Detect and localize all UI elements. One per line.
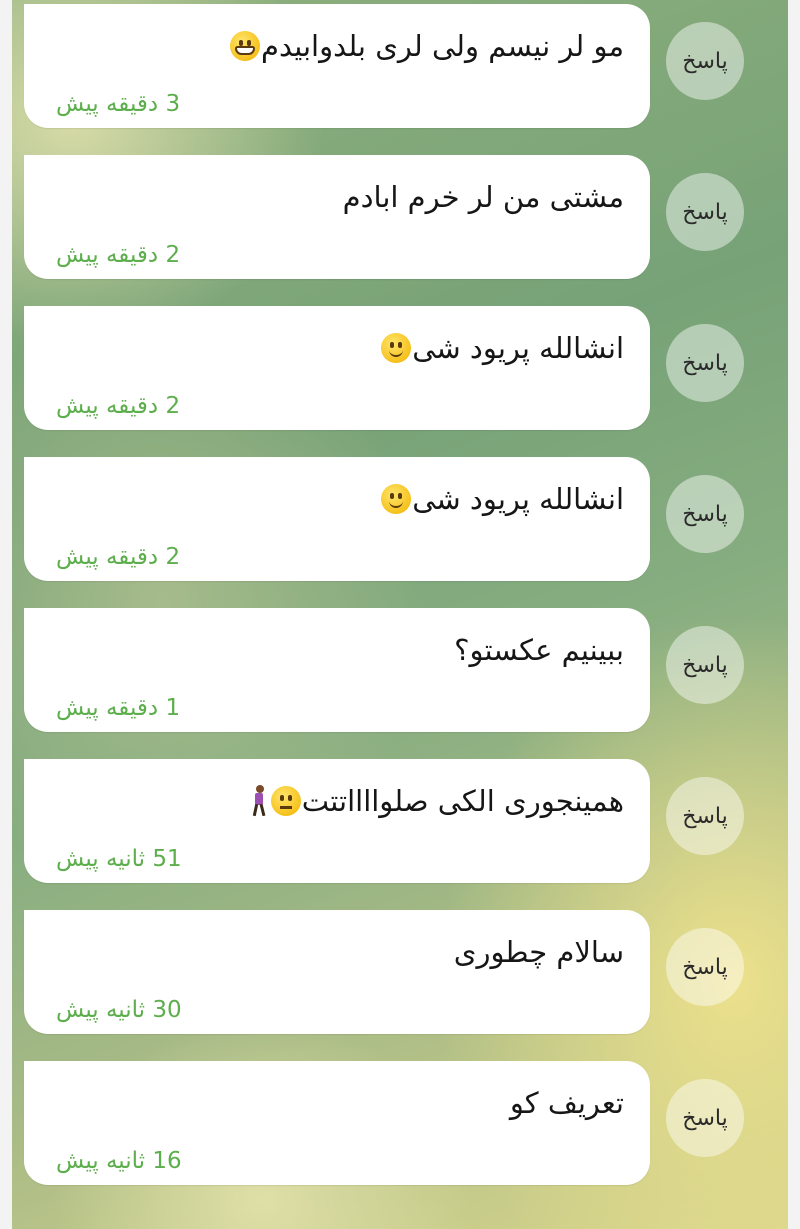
message-bubble[interactable]	[24, 4, 650, 128]
reply-button[interactable]: پاسخ	[666, 22, 744, 100]
reply-button[interactable]: پاسخ	[666, 777, 744, 855]
message-text: انشالله پریود شی	[380, 330, 624, 366]
reply-button[interactable]: پاسخ	[666, 475, 744, 553]
slightly-smiling-face-emoji	[381, 333, 411, 363]
message-time: 2 دقیقه پیش	[56, 242, 181, 268]
message-bubble[interactable]	[24, 457, 650, 581]
reply-button[interactable]: پاسخ	[666, 324, 744, 402]
message-text: ببینیم عکستو؟	[454, 633, 624, 667]
reply-button[interactable]: پاسخ	[666, 626, 744, 704]
message-text: انشالله پریود شی	[380, 481, 624, 517]
message-time: 16 ثانیه پیش	[56, 1148, 182, 1174]
reply-button[interactable]: پاسخ	[666, 173, 744, 251]
grinning-face-emoji	[230, 31, 260, 61]
message-bubble[interactable]	[24, 306, 650, 430]
reply-button[interactable]: پاسخ	[666, 1079, 744, 1157]
message-time: 30 ثانیه پیش	[56, 997, 182, 1023]
reply-button[interactable]: پاسخ	[666, 928, 744, 1006]
message-time: 3 دقیقه پیش	[56, 91, 181, 117]
message-time: 2 دقیقه پیش	[56, 393, 181, 419]
message-time: 51 ثانیه پیش	[56, 846, 182, 872]
message-item	[12, 1061, 788, 1187]
slightly-smiling-face-emoji	[381, 484, 411, 514]
message-item	[12, 759, 788, 885]
neutral-face-emoji	[271, 786, 301, 816]
message-bubble[interactable]	[24, 1061, 650, 1185]
message-item	[12, 306, 788, 432]
message-item	[12, 457, 788, 583]
woman-walking-emoji	[250, 785, 268, 817]
message-item	[12, 155, 788, 281]
message-bubble[interactable]	[24, 155, 650, 279]
message-time: 2 دقیقه پیش	[56, 544, 181, 570]
screen-edge	[788, 0, 800, 1229]
message-bubble[interactable]	[24, 608, 650, 732]
message-text: تعریف کو	[509, 1086, 624, 1120]
message-item	[12, 608, 788, 734]
message-text: مو لر نیسم ولی لری بلدوابیدم	[229, 28, 624, 64]
message-item	[12, 910, 788, 1036]
message-text: سالام چطوری	[453, 935, 624, 969]
message-bubble[interactable]	[24, 759, 650, 883]
message-text: همینجوری الکی صلوااااتتت	[248, 783, 624, 819]
message-time: 1 دقیقه پیش	[56, 695, 181, 721]
message-text: مشتی من لر خرم ابادم	[342, 180, 624, 214]
message-item	[12, 4, 788, 130]
message-bubble[interactable]	[24, 910, 650, 1034]
chat-background	[12, 0, 788, 1229]
